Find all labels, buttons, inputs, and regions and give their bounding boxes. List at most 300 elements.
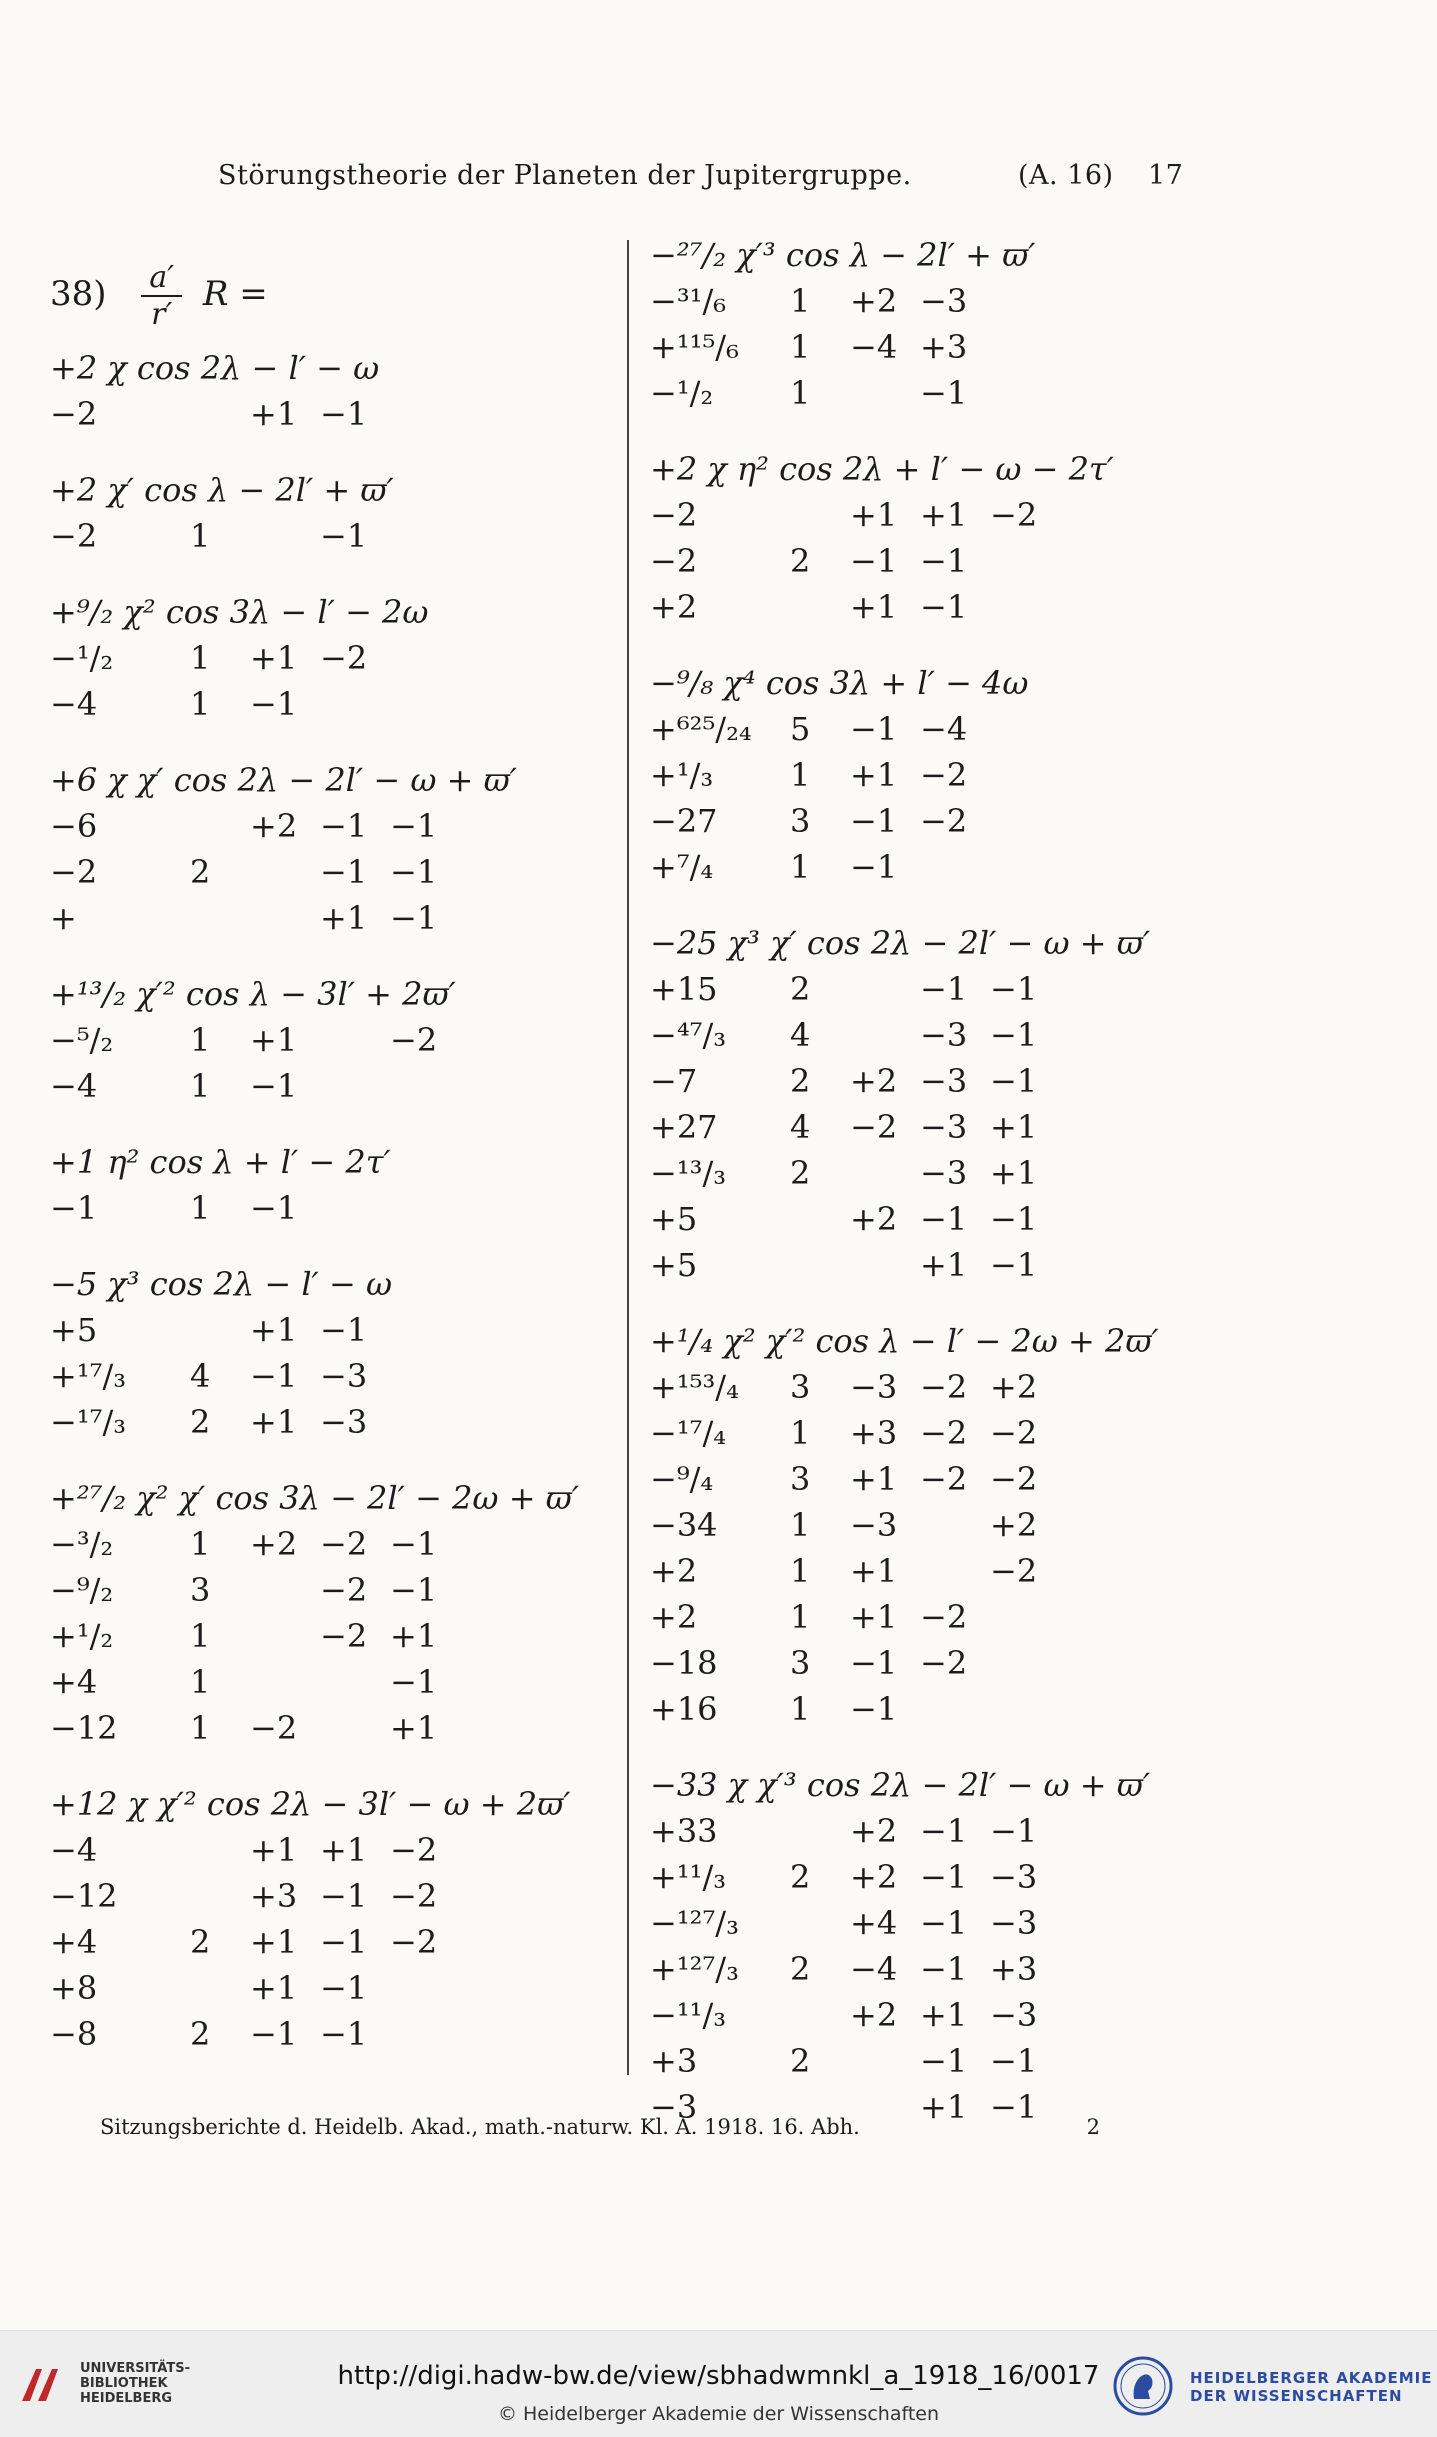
coefficient-row xyxy=(650,1686,1210,1732)
coefficient: −⁹/₄ xyxy=(650,1460,714,1498)
coefficient-row xyxy=(650,1640,1210,1686)
multiplier: −2 xyxy=(250,1709,298,1747)
multiplier: +1 xyxy=(250,1403,298,1441)
multiplier: −2 xyxy=(390,1021,438,1059)
coefficient-row xyxy=(50,1919,610,1965)
coefficient: +¹⁷/₃ xyxy=(50,1357,127,1395)
multiplier: −1 xyxy=(990,970,1038,1008)
multiplier: 1 xyxy=(790,282,811,320)
multiplier: 3 xyxy=(790,1460,811,1498)
coefficient-row xyxy=(50,1613,610,1659)
coefficient: −2 xyxy=(650,496,698,534)
coefficient-row xyxy=(50,1185,610,1231)
multiplier: −1 xyxy=(390,1663,438,1701)
coefficient: +15 xyxy=(650,970,718,1008)
academy-name: HEIDELBERGER AKADEMIE DER WISSENSCHAFTEN xyxy=(1190,2369,1433,2405)
multiplier: 4 xyxy=(190,1357,211,1395)
multiplier: −1 xyxy=(850,1690,898,1728)
coefficient-row xyxy=(50,1307,610,1353)
coefficient-row xyxy=(650,492,1210,538)
multiplier: −1 xyxy=(990,1016,1038,1054)
multiplier: −1 xyxy=(850,710,898,748)
coefficient: +4 xyxy=(50,1663,98,1701)
page-footer xyxy=(100,2115,1100,2139)
signature-mark: 2 xyxy=(1086,2115,1100,2139)
multiplier: −1 xyxy=(850,848,898,886)
multiplier: −2 xyxy=(320,1525,368,1563)
multiplier: −1 xyxy=(320,1877,368,1915)
multiplier: 2 xyxy=(190,1923,211,1961)
series-term-group xyxy=(50,345,610,437)
series-term: −5 χ³ cos 2λ − l′ − ω xyxy=(50,1265,393,1303)
multiplier: −1 xyxy=(390,1525,438,1563)
series-term: −25 χ³ χ′ cos 2λ − 2l′ − ω + ϖ′ xyxy=(650,924,1151,962)
multiplier: −4 xyxy=(850,1950,898,1988)
multiplier: −1 xyxy=(920,542,968,580)
coefficient: +2 xyxy=(650,1598,698,1636)
series-term: +2 χ η² cos 2λ + l′ − ω − 2τ′ xyxy=(650,450,1114,488)
page-number: 17 xyxy=(1148,160,1184,191)
library-name: UNIVERSITÄTS- BIBLIOTHEK HEIDELBERG xyxy=(80,2361,190,2406)
multiplier: −1 xyxy=(920,1950,968,1988)
multiplier: +1 xyxy=(250,639,298,677)
coefficient: −4 xyxy=(50,1831,98,1869)
coefficient: −2 xyxy=(50,395,98,433)
coefficient: + xyxy=(50,899,77,937)
coefficient-row xyxy=(50,1827,610,1873)
series-term: +⁹/₂ χ² cos 3λ − l′ − 2ω xyxy=(50,593,429,631)
series-term: +²⁷/₂ χ² χ′ cos 3λ − 2l′ − 2ω + ϖ′ xyxy=(50,1479,580,1517)
fraction xyxy=(141,260,182,332)
copyright-notice: © Heidelberger Akademie der Wissenschaften xyxy=(497,2403,940,2425)
multiplier: 2 xyxy=(190,2015,211,2053)
coefficient-row xyxy=(50,803,610,849)
coefficient: −7 xyxy=(650,1062,698,1100)
multiplier: −1 xyxy=(320,395,368,433)
multiplier: −1 xyxy=(850,542,898,580)
coefficient: +¹/₃ xyxy=(650,756,714,794)
coefficient: −3 xyxy=(650,2088,698,2126)
multiplier: 1 xyxy=(790,1414,811,1452)
multiplier: −3 xyxy=(990,1858,1038,1896)
coefficient: −2 xyxy=(50,517,98,555)
series-term: +¹/₄ χ² χ′² cos λ − l′ − 2ω + 2ϖ′ xyxy=(650,1322,1159,1360)
multiplier: +3 xyxy=(920,328,968,366)
multiplier: −1 xyxy=(320,1311,368,1349)
coefficient-row xyxy=(50,1965,610,2011)
multiplier: −1 xyxy=(920,970,968,1008)
multiplier: 2 xyxy=(790,970,811,1008)
coefficient-row xyxy=(650,1502,1210,1548)
multiplier: −2 xyxy=(920,756,968,794)
multiplier: +1 xyxy=(850,588,898,626)
coefficient: −2 xyxy=(650,542,698,580)
multiplier: 3 xyxy=(790,1644,811,1682)
multiplier: −2 xyxy=(920,1414,968,1452)
multiplier: 1 xyxy=(190,1525,211,1563)
multiplier: 1 xyxy=(790,756,811,794)
multiplier: −1 xyxy=(920,1812,968,1850)
multiplier: 1 xyxy=(790,1598,811,1636)
multiplier: −2 xyxy=(920,1598,968,1636)
multiplier: −3 xyxy=(320,1403,368,1441)
coefficient-row xyxy=(650,1058,1210,1104)
multiplier: −2 xyxy=(390,1831,438,1869)
equation-number: 38) xyxy=(50,274,107,314)
multiplier: −1 xyxy=(320,517,368,555)
multiplier: 1 xyxy=(190,1021,211,1059)
multiplier: −1 xyxy=(390,899,438,937)
multiplier: −1 xyxy=(920,1858,968,1896)
multiplier: −1 xyxy=(990,1246,1038,1284)
multiplier: −1 xyxy=(990,1200,1038,1238)
multiplier: 1 xyxy=(190,639,211,677)
multiplier: −2 xyxy=(920,1644,968,1682)
multiplier: −3 xyxy=(920,282,968,320)
multiplier: −1 xyxy=(920,2042,968,2080)
coefficient: −18 xyxy=(650,1644,718,1682)
coefficient: −2 xyxy=(50,853,98,891)
series-term-group xyxy=(650,660,1210,890)
multiplier: 3 xyxy=(790,802,811,840)
coefficient-row xyxy=(650,1012,1210,1058)
multiplier: 1 xyxy=(790,328,811,366)
coefficient-row xyxy=(50,1659,610,1705)
multiplier: 2 xyxy=(190,1403,211,1441)
coefficient: +¹¹⁵/₆ xyxy=(650,328,739,366)
multiplier: −2 xyxy=(920,802,968,840)
right-column xyxy=(650,232,1210,2160)
multiplier: −1 xyxy=(320,807,368,845)
coefficient: +⁷/₄ xyxy=(650,848,714,886)
multiplier: −3 xyxy=(990,1996,1038,2034)
coefficient: −¹⁷/₄ xyxy=(650,1414,727,1452)
series-term-group xyxy=(650,1318,1210,1732)
coefficient: +2 xyxy=(650,1552,698,1590)
coefficient-row xyxy=(650,1410,1210,1456)
multiplier: +1 xyxy=(850,756,898,794)
multiplier: −2 xyxy=(320,1571,368,1609)
multiplier: +2 xyxy=(990,1506,1038,1544)
coefficient-row xyxy=(650,752,1210,798)
multiplier: 1 xyxy=(790,1690,811,1728)
coefficient-row xyxy=(50,1873,610,1919)
multiplier: −3 xyxy=(920,1016,968,1054)
multiplier: +1 xyxy=(250,395,298,433)
multiplier: +1 xyxy=(250,1311,298,1349)
coefficient-row xyxy=(50,1063,610,1109)
multiplier: −1 xyxy=(920,1200,968,1238)
multiplier: −1 xyxy=(920,374,968,412)
multiplier: 1 xyxy=(190,1709,211,1747)
coefficient: −12 xyxy=(50,1877,118,1915)
coefficient: −³/₂ xyxy=(50,1525,114,1563)
coefficient: −¹⁷/₃ xyxy=(50,1403,127,1441)
multiplier: −2 xyxy=(390,1923,438,1961)
series-term: −33 χ χ′³ cos 2λ − 2l′ − ω + ϖ′ xyxy=(650,1766,1151,1804)
multiplier: −1 xyxy=(990,2088,1038,2126)
multiplier: 2 xyxy=(790,1154,811,1192)
coefficient: +33 xyxy=(650,1812,718,1850)
series-term-group xyxy=(50,589,610,727)
multiplier: −2 xyxy=(390,1877,438,1915)
multiplier: −1 xyxy=(990,1062,1038,1100)
coefficient-row xyxy=(650,278,1210,324)
series-term-group xyxy=(50,1475,610,1751)
coefficient-row xyxy=(650,1900,1210,1946)
multiplier: +1 xyxy=(850,1552,898,1590)
coefficient: −¹¹/₃ xyxy=(650,1996,727,2034)
series-term-group xyxy=(650,232,1210,416)
coefficient-row xyxy=(650,966,1210,1012)
multiplier: +1 xyxy=(990,1154,1038,1192)
coefficient-row xyxy=(650,844,1210,890)
coefficient: −12 xyxy=(50,1709,118,1747)
multiplier: +2 xyxy=(250,1525,298,1563)
coefficient-row xyxy=(650,1808,1210,1854)
multiplier: −2 xyxy=(990,1460,1038,1498)
coefficient-row xyxy=(650,2038,1210,2084)
citation-text: Sitzungsberichte d. Heidelb. Akad., math.-naturw. Kl. A. 1918. 16. Abh. xyxy=(100,2115,860,2139)
multiplier: −1 xyxy=(320,1923,368,1961)
multiplier: +1 xyxy=(320,1831,368,1869)
coefficient: −¹²⁷/₃ xyxy=(650,1904,739,1942)
multiplier: −1 xyxy=(390,1571,438,1609)
multiplier: −3 xyxy=(920,1108,968,1146)
coefficient-row xyxy=(50,1567,610,1613)
multiplier: +4 xyxy=(850,1904,898,1942)
multiplier: 1 xyxy=(790,1552,811,1590)
multiplier: 2 xyxy=(790,1950,811,1988)
coefficient: +¹⁵³/₄ xyxy=(650,1368,739,1406)
multiplier: −3 xyxy=(850,1506,898,1544)
multiplier: +2 xyxy=(850,282,898,320)
multiplier: −2 xyxy=(920,1368,968,1406)
coefficient: +2 xyxy=(650,588,698,626)
series-term: +¹³/₂ χ′² cos λ − 3l′ + 2ϖ′ xyxy=(50,975,456,1013)
coefficient: −1 xyxy=(50,1189,98,1227)
multiplier: −1 xyxy=(320,1969,368,2007)
coefficient: −4 xyxy=(50,1067,98,1105)
multiplier: −1 xyxy=(990,2042,1038,2080)
coefficient-row xyxy=(650,1104,1210,1150)
multiplier: +1 xyxy=(920,1246,968,1284)
series-term: −⁹/₈ χ⁴ cos 3λ + l′ − 4ω xyxy=(650,664,1029,702)
coefficient: +5 xyxy=(50,1311,98,1349)
multiplier: +2 xyxy=(850,1200,898,1238)
academy-seal-icon xyxy=(1112,2355,1174,2417)
coefficient-row xyxy=(650,538,1210,584)
multiplier: 2 xyxy=(790,2042,811,2080)
coefficient-row xyxy=(50,1705,610,1751)
multiplier: −2 xyxy=(920,1460,968,1498)
coefficient-row xyxy=(50,895,610,941)
multiplier: 1 xyxy=(190,1663,211,1701)
coefficient-row xyxy=(50,2011,610,2057)
multiplier: −3 xyxy=(990,1904,1038,1942)
permalink-url[interactable]: http://digi.hadw-bw.de/view/sbhadwmnkl_a_1918_16/0017 xyxy=(337,2361,1100,2391)
coefficient-row xyxy=(50,513,610,559)
multiplier: +1 xyxy=(920,496,968,534)
multiplier: 2 xyxy=(790,1062,811,1100)
coefficient-row xyxy=(50,849,610,895)
series-term: +12 χ χ′² cos 2λ − 3l′ − ω + 2ϖ′ xyxy=(50,1785,571,1823)
multiplier: 2 xyxy=(790,542,811,580)
coefficient-row xyxy=(650,584,1210,630)
coefficient-row xyxy=(50,635,610,681)
multiplier: −2 xyxy=(990,1552,1038,1590)
multiplier: 1 xyxy=(190,685,211,723)
multiplier: +3 xyxy=(850,1414,898,1452)
multiplier: +3 xyxy=(250,1877,298,1915)
coefficient-row xyxy=(650,1456,1210,1502)
multiplier: +1 xyxy=(390,1617,438,1655)
coefficient-row xyxy=(50,1017,610,1063)
column-divider xyxy=(627,240,629,2075)
equation-rhs: R = xyxy=(202,274,268,314)
coefficient: +4 xyxy=(50,1923,98,1961)
multiplier: +1 xyxy=(250,1969,298,2007)
series-term: +6 χ χ′ cos 2λ − 2l′ − ω + ϖ′ xyxy=(50,761,517,799)
multiplier: −1 xyxy=(850,1644,898,1682)
multiplier: −3 xyxy=(320,1357,368,1395)
series-term-group xyxy=(50,971,610,1109)
coefficient-row xyxy=(50,681,610,727)
coefficient: −¹/₂ xyxy=(50,639,114,677)
coefficient: −⁹/₂ xyxy=(50,1571,114,1609)
fraction-numerator: a′ xyxy=(141,260,182,297)
multiplier: −3 xyxy=(850,1368,898,1406)
multiplier: −1 xyxy=(920,588,968,626)
coefficient-row xyxy=(50,1521,610,1567)
multiplier: −1 xyxy=(920,1904,968,1942)
multiplier: +2 xyxy=(850,1812,898,1850)
coefficient-row xyxy=(650,1854,1210,1900)
left-column xyxy=(50,345,610,2087)
coefficient: +¹¹/₃ xyxy=(650,1858,727,1896)
multiplier: +1 xyxy=(990,1108,1038,1146)
coefficient: +¹²⁷/₃ xyxy=(650,1950,739,1988)
multiplier: −1 xyxy=(320,2015,368,2053)
running-title: Störungstheorie der Planeten der Jupitergruppe. xyxy=(218,160,912,191)
coefficient: +8 xyxy=(50,1969,98,2007)
coefficient: −27 xyxy=(650,802,718,840)
multiplier: 2 xyxy=(790,1858,811,1896)
multiplier: −2 xyxy=(990,496,1038,534)
multiplier: 4 xyxy=(790,1108,811,1146)
coefficient-row xyxy=(650,706,1210,752)
coefficient-row xyxy=(650,1594,1210,1640)
multiplier: +1 xyxy=(850,1598,898,1636)
multiplier: 1 xyxy=(190,517,211,555)
multiplier: −2 xyxy=(850,1108,898,1146)
multiplier: −1 xyxy=(390,807,438,845)
multiplier: −4 xyxy=(850,328,898,366)
equation-header xyxy=(50,260,268,332)
multiplier: +2 xyxy=(250,807,298,845)
multiplier: 1 xyxy=(190,1067,211,1105)
multiplier: +1 xyxy=(390,1709,438,1747)
fraction-denominator: r′ xyxy=(151,297,173,332)
multiplier: 1 xyxy=(190,1617,211,1655)
multiplier: −2 xyxy=(990,1414,1038,1452)
multiplier: 1 xyxy=(790,1506,811,1544)
coefficient: −34 xyxy=(650,1506,718,1544)
multiplier: −4 xyxy=(920,710,968,748)
coefficient: −4 xyxy=(50,685,98,723)
coefficient: −¹³/₃ xyxy=(650,1154,727,1192)
multiplier: +2 xyxy=(850,1996,898,2034)
multiplier: 2 xyxy=(190,853,211,891)
multiplier: +1 xyxy=(320,899,368,937)
viewer-footer-bar xyxy=(0,2330,1437,2437)
multiplier: −3 xyxy=(920,1062,968,1100)
coefficient-row xyxy=(50,391,610,437)
multiplier: −2 xyxy=(320,639,368,677)
multiplier: 3 xyxy=(790,1368,811,1406)
coefficient: +5 xyxy=(650,1246,698,1284)
series-term: +2 χ cos 2λ − l′ − ω xyxy=(50,349,380,387)
coefficient-row xyxy=(650,370,1210,416)
coefficient-row xyxy=(650,1946,1210,1992)
series-term-group xyxy=(50,467,610,559)
coefficient: −¹/₂ xyxy=(650,374,714,412)
multiplier: +1 xyxy=(250,1923,298,1961)
coefficient: −⁵/₂ xyxy=(50,1021,114,1059)
series-term: +1 η² cos λ + l′ − 2τ′ xyxy=(50,1143,391,1181)
multiplier: +2 xyxy=(990,1368,1038,1406)
multiplier: 5 xyxy=(790,710,811,748)
coefficient: +16 xyxy=(650,1690,718,1728)
series-term-group xyxy=(650,1762,1210,2130)
multiplier: +2 xyxy=(850,1858,898,1896)
coefficient: +3 xyxy=(650,2042,698,2080)
coefficient-row xyxy=(650,798,1210,844)
series-term: −²⁷/₂ χ′³ cos λ − 2l′ + ϖ′ xyxy=(650,236,1036,274)
coefficient: +¹/₂ xyxy=(50,1617,114,1655)
coefficient-row xyxy=(650,1992,1210,2038)
multiplier: +1 xyxy=(850,1460,898,1498)
series-term-group xyxy=(50,1781,610,2057)
multiplier: −3 xyxy=(920,1154,968,1192)
multiplier: 1 xyxy=(790,848,811,886)
article-tag: (A. 16) xyxy=(1018,160,1114,191)
multiplier: +2 xyxy=(850,1062,898,1100)
multiplier: −1 xyxy=(250,2015,298,2053)
series-term-group xyxy=(50,1139,610,1231)
series-term-group xyxy=(50,1261,610,1445)
coefficient-row xyxy=(650,324,1210,370)
multiplier: +1 xyxy=(920,1996,968,2034)
series-term: +2 χ′ cos λ − 2l′ + ϖ′ xyxy=(50,471,394,509)
coefficient-row xyxy=(650,1150,1210,1196)
coefficient-row xyxy=(650,1242,1210,1288)
multiplier: +3 xyxy=(990,1950,1038,1988)
multiplier: 3 xyxy=(190,1571,211,1609)
multiplier: +1 xyxy=(920,2088,968,2126)
series-term-group xyxy=(650,446,1210,630)
coefficient-row xyxy=(650,1364,1210,1410)
multiplier: −1 xyxy=(250,1357,298,1395)
multiplier: −1 xyxy=(990,1812,1038,1850)
coefficient-row xyxy=(650,1548,1210,1594)
coefficient: −⁴⁷/₃ xyxy=(650,1016,727,1054)
multiplier: −1 xyxy=(850,802,898,840)
multiplier: −1 xyxy=(250,1067,298,1105)
multiplier: +1 xyxy=(850,496,898,534)
multiplier: −2 xyxy=(320,1617,368,1655)
coefficient: −³¹/₆ xyxy=(650,282,727,320)
